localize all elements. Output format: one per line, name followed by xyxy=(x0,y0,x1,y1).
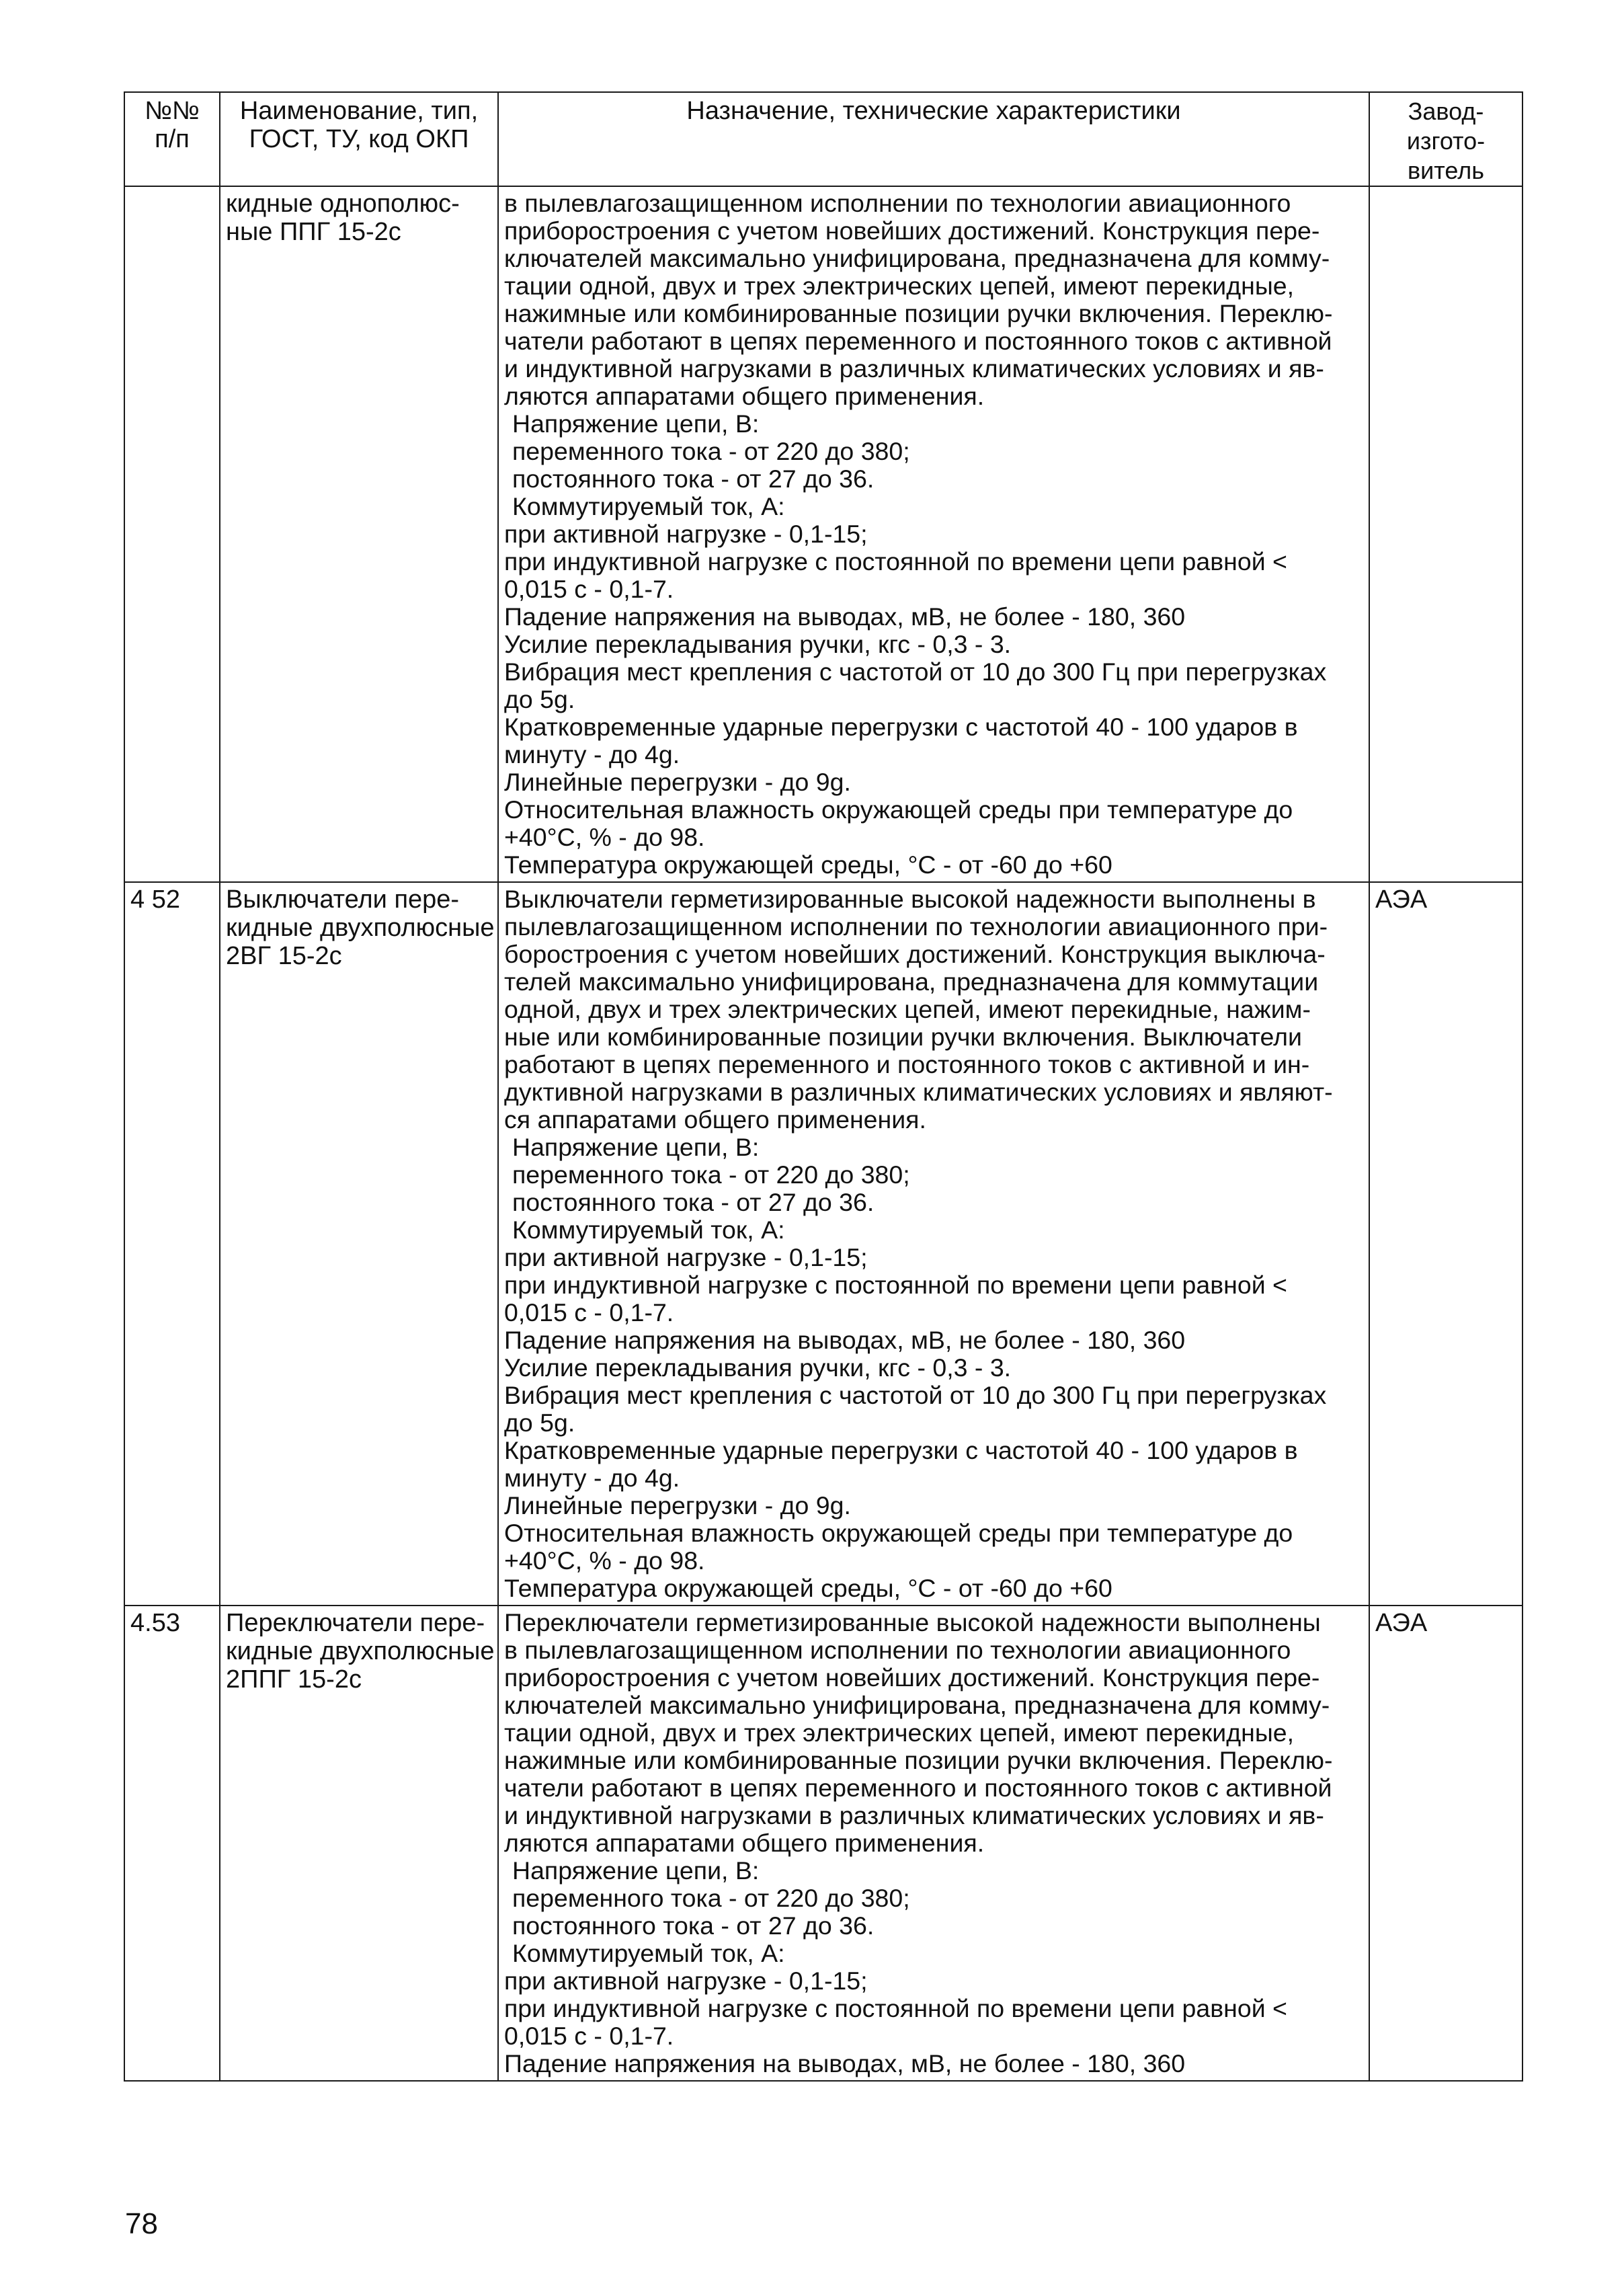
row-name-line: кидные двухполюсные xyxy=(226,1637,495,1665)
description-line: ляются аппаратами общего применения. xyxy=(504,1829,985,1857)
page-number: 78 xyxy=(125,2207,158,2240)
description-line: тации одной, двух и трех электрических цепей, имеют перекидные, xyxy=(504,1718,1295,1747)
row-name-line: кидные двухполюсные xyxy=(226,914,495,942)
description-line: Коммутируемый ток, А: xyxy=(512,1939,785,1967)
description-line: при активной нагрузке - 0,1-15; xyxy=(504,1243,868,1271)
description-line: до 5g. xyxy=(504,1409,575,1437)
table-body xyxy=(124,186,1522,2081)
table-row xyxy=(124,186,1522,882)
description-line: постоянного тока - от 27 до 36. xyxy=(512,1188,875,1216)
description-line: переменного тока - от 220 до 380; xyxy=(512,1160,910,1189)
description-line: 0,015 с - 0,1-7. xyxy=(504,2022,674,2050)
description-line: Падение напряжения на выводах, мВ, не более - 180, 360 xyxy=(504,1326,1186,1354)
description-line: Коммутируемый ток, А: xyxy=(512,492,785,520)
row-number xyxy=(124,186,220,882)
description-line: боростроения с учетом новейших достижений. Конструкция выключа- xyxy=(504,940,1326,968)
description-line: Линейные перегрузки - до 9g. xyxy=(504,1491,851,1519)
description-line: Коммутируемый ток, А: xyxy=(512,1216,785,1244)
table-row xyxy=(124,882,1522,1606)
description-line: ляются аппаратами общего применения. xyxy=(504,382,985,410)
description-line: Кратковременные ударные перегрузки с частотой 40 - 100 ударов в xyxy=(504,713,1298,741)
row-name-line: 2ППГ 15-2с xyxy=(226,1665,362,1694)
description-line: Относительная влажность окружающей среды при температуре до xyxy=(504,795,1293,824)
description-line: и индуктивной нагрузками в различных климатических условиях и яв- xyxy=(504,1801,1324,1829)
row-number: 4 52 xyxy=(124,882,220,1606)
row-description xyxy=(498,186,1369,882)
description-line: одной, двух и трех электрических цепей, имеют перекидные, нажим- xyxy=(504,995,1311,1023)
description-line: ключателей максимально унифицирована, предназначена для комму- xyxy=(504,1691,1330,1719)
description-line: чатели работают в цепях переменного и постоянного токов с активной xyxy=(504,327,1332,355)
description-line: в пылевлагозащищенном исполнении по технологии авиационного xyxy=(504,1636,1291,1664)
description-line: тации одной, двух и трех электрических цепей, имеют перекидные, xyxy=(504,272,1295,300)
description-line: Температура окружающей среды, °С - от -60 до +60 xyxy=(504,1574,1112,1602)
row-description xyxy=(498,1606,1369,2081)
row-name-line: Выключатели пере- xyxy=(226,885,460,914)
description-line: телей максимально унифицирована, предназначена для коммутации xyxy=(504,967,1319,996)
row-manufacturer: АЭА xyxy=(1369,882,1522,1606)
description-line: Вибрация мест крепления с частотой от 10 до 300 Гц при перегрузках xyxy=(504,658,1327,686)
description-line: ключателей максимально унифицирована, предназначена для комму- xyxy=(504,244,1330,272)
description-line: пылевлагозащищенном исполнении по технологии авиационного при- xyxy=(504,912,1328,941)
description-line: нажимные или комбинированные позиции ручки включения. Переклю- xyxy=(504,1746,1333,1774)
description-line: Напряжение цепи, В: xyxy=(512,1133,760,1161)
description-line: Температура окружающей среды, °С - от -60 до +60 xyxy=(504,850,1112,879)
row-manufacturer xyxy=(1369,186,1522,882)
description-line: при активной нагрузке - 0,1-15; xyxy=(504,1967,868,1995)
description-line: при индуктивной нагрузке с постоянной по времени цепи равной < xyxy=(504,1271,1287,1299)
description-line: переменного тока - от 220 до 380; xyxy=(512,437,910,465)
description-line: дуктивной нагрузками в различных климатических условиях и являют- xyxy=(504,1078,1333,1106)
row-name-line: кидные однополюс- xyxy=(226,190,460,218)
row-name xyxy=(220,882,498,1606)
description-line: при индуктивной нагрузке с постоянной по времени цепи равной < xyxy=(504,547,1287,576)
row-name xyxy=(220,186,498,882)
description-line: Линейные перегрузки - до 9g. xyxy=(504,768,851,796)
description-line: Усилие перекладывания ручки, кгс - 0,3 - 3. xyxy=(504,630,1012,658)
description-line: Падение напряжения на выводах, мВ, не более - 180, 360 xyxy=(504,602,1186,631)
row-description xyxy=(498,882,1369,1606)
description-line: ные или комбинированные позиции ручки включения. Выключатели xyxy=(504,1023,1302,1051)
description-line: в пылевлагозащищенном исполнении по технологии авиационного xyxy=(504,189,1291,217)
description-line: приборостроения с учетом новейших достижений. Конструкция пере- xyxy=(504,216,1320,245)
description-line: нажимные или комбинированные позиции ручки включения. Переклю- xyxy=(504,299,1333,327)
description-line: 0,015 с - 0,1-7. xyxy=(504,575,674,603)
description-line: и индуктивной нагрузками в различных климатических условиях и яв- xyxy=(504,354,1324,383)
row-manufacturer: АЭА xyxy=(1369,1606,1522,2081)
row-name-line: ные ППГ 15-2с xyxy=(226,218,401,246)
description-line: Переключатели герметизированные высокой надежности выполнены xyxy=(504,1608,1321,1636)
description-line: Вибрация мест крепления с частотой от 10 до 300 Гц при перегрузках xyxy=(504,1381,1327,1409)
header-name: Наименование, тип, ГОСТ, ТУ, код ОКП xyxy=(220,92,498,186)
description-line: при активной нагрузке - 0,1-15; xyxy=(504,520,868,548)
header-purpose: Назначение, технические характеристики xyxy=(498,92,1369,186)
table-row xyxy=(124,1606,1522,2081)
description-line: Падение напряжения на выводах, мВ, не более - 180, 360 xyxy=(504,2049,1186,2077)
description-line: Выключатели герметизированные высокой надежности выполнены в xyxy=(504,885,1316,913)
description-line: Кратковременные ударные перегрузки с частотой 40 - 100 ударов в xyxy=(504,1436,1298,1464)
row-name-line: 2ВГ 15-2с xyxy=(226,942,342,970)
description-line: +40°С, % - до 98. xyxy=(504,823,705,851)
description-line: 0,015 с - 0,1-7. xyxy=(504,1298,674,1327)
description-line: минуту - до 4g. xyxy=(504,1464,680,1492)
description-line: работают в цепях переменного и постоянного токов с активной и ин- xyxy=(504,1050,1310,1078)
row-number: 4.53 xyxy=(124,1606,220,2081)
description-line: при индуктивной нагрузке с постоянной по времени цепи равной < xyxy=(504,1994,1287,2022)
table-header-row xyxy=(124,92,1522,186)
header-maker: Завод- изгото- витель xyxy=(1369,92,1522,186)
description-line: минуту - до 4g. xyxy=(504,740,680,768)
description-line: Напряжение цепи, В: xyxy=(512,1856,760,1885)
description-line: чатели работают в цепях переменного и постоянного токов с активной xyxy=(504,1774,1332,1802)
description-line: приборостроения с учетом новейших достижений. Конструкция пере- xyxy=(504,1663,1320,1692)
description-line: Относительная влажность окружающей среды при температуре до xyxy=(504,1519,1293,1547)
description-line: постоянного тока - от 27 до 36. xyxy=(512,1911,875,1940)
row-name-line: Переключатели пере- xyxy=(226,1609,485,1637)
description-line: Усилие перекладывания ручки, кгс - 0,3 - 3. xyxy=(504,1353,1012,1382)
row-name xyxy=(220,1606,498,2081)
description-line: постоянного тока - от 27 до 36. xyxy=(512,465,875,493)
description-line: до 5g. xyxy=(504,685,575,713)
description-line: +40°С, % - до 98. xyxy=(504,1546,705,1575)
header-num: №№ п/п xyxy=(124,92,220,186)
spec-table xyxy=(124,91,1523,2082)
description-line: переменного тока - от 220 до 380; xyxy=(512,1884,910,1912)
description-line: ся аппаратами общего применения. xyxy=(504,1105,926,1134)
description-line: Напряжение цепи, В: xyxy=(512,409,760,438)
